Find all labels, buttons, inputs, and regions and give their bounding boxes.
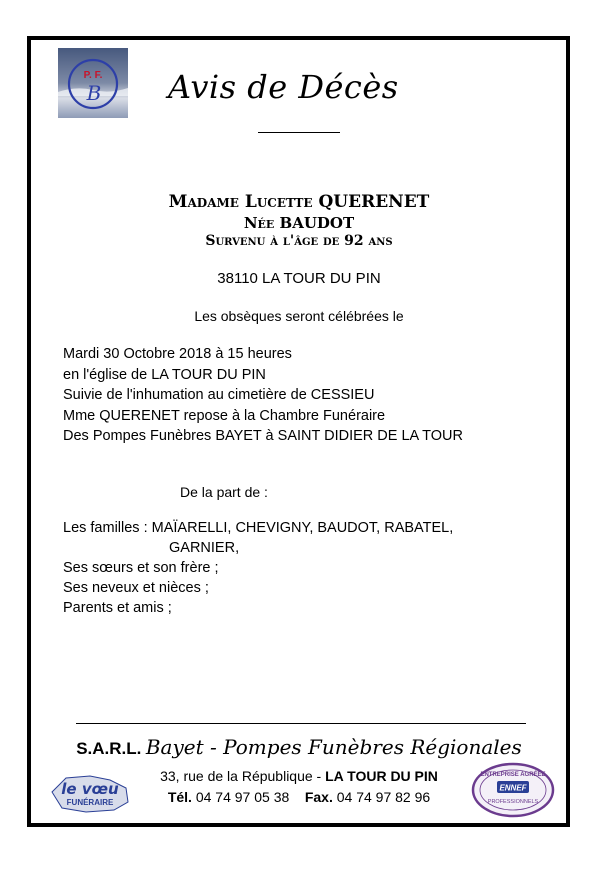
agreement-badge xyxy=(470,762,556,818)
family-line: Ses neveux et nièces ; xyxy=(63,580,209,596)
details-line: Mardi 30 Octobre 2018 à 15 heures xyxy=(63,346,292,362)
details-line: Suivie de l'inhumation au cimetière de CESSIEU xyxy=(63,387,375,403)
badge-left-brand: le vœu xyxy=(61,780,119,798)
company-logo xyxy=(58,48,128,118)
funeral-details xyxy=(63,344,463,447)
details-line: Des Pompes Funèbres BAYET à SAINT DIDIER DE LA TOUR xyxy=(63,428,463,444)
badge-right-bottom: PROFESSIONNELS xyxy=(487,799,539,805)
footer-divider xyxy=(76,723,526,724)
family-line: Les familles : MAÏARELLI, CHEVIGNY, BAUDOT, RABATEL, xyxy=(63,520,454,536)
fax-label: Fax. xyxy=(304,789,333,805)
company-legal-form: S.A.R.L. xyxy=(76,739,142,758)
tel-number: 04 74 97 05 38 xyxy=(195,789,290,805)
age-line: Survenu à l'âge de 92 ans xyxy=(205,233,393,249)
tel-label: Tél. xyxy=(167,789,192,805)
company-title: Bayet - Pompes Funèbres Régionales xyxy=(145,735,522,759)
logo-letter: B xyxy=(86,81,102,105)
le-voeu-badge xyxy=(46,770,136,814)
family-line: Ses sœurs et son frère ; xyxy=(63,560,219,576)
family-line: GARNIER, xyxy=(169,540,240,556)
fax-number: 04 74 97 82 96 xyxy=(336,789,431,805)
badge-left-sub: FUNÉRAIRE xyxy=(66,798,114,807)
badge-right-top: ENTREPRISE AGRÉÉE xyxy=(480,772,546,778)
funeral-intro: Les obsèques seront célébrées le xyxy=(194,308,404,324)
deceased-name: Madame Lucette QUERENET xyxy=(168,192,430,212)
address-street: 33, rue de la République - xyxy=(160,768,322,784)
details-line: en l'église de LA TOUR DU PIN xyxy=(63,366,266,383)
title-divider xyxy=(258,132,340,133)
family-line: Parents et amis ; xyxy=(63,600,172,616)
badge-right-center: ENNEF xyxy=(499,783,527,793)
from-label: De la part de : xyxy=(180,484,268,500)
address-city: LA TOUR DU PIN xyxy=(325,768,438,784)
family-list xyxy=(63,518,453,618)
logo-initials: P. F. xyxy=(83,70,103,81)
notice-title: Avis de Décès xyxy=(168,68,399,106)
maiden-name: Née BAUDOT xyxy=(243,214,355,232)
details-line: Mme QUERENET repose à la Chambre Funéraire xyxy=(63,407,386,424)
town: 38110 LA TOUR DU PIN xyxy=(217,270,381,287)
company-name xyxy=(0,735,598,759)
